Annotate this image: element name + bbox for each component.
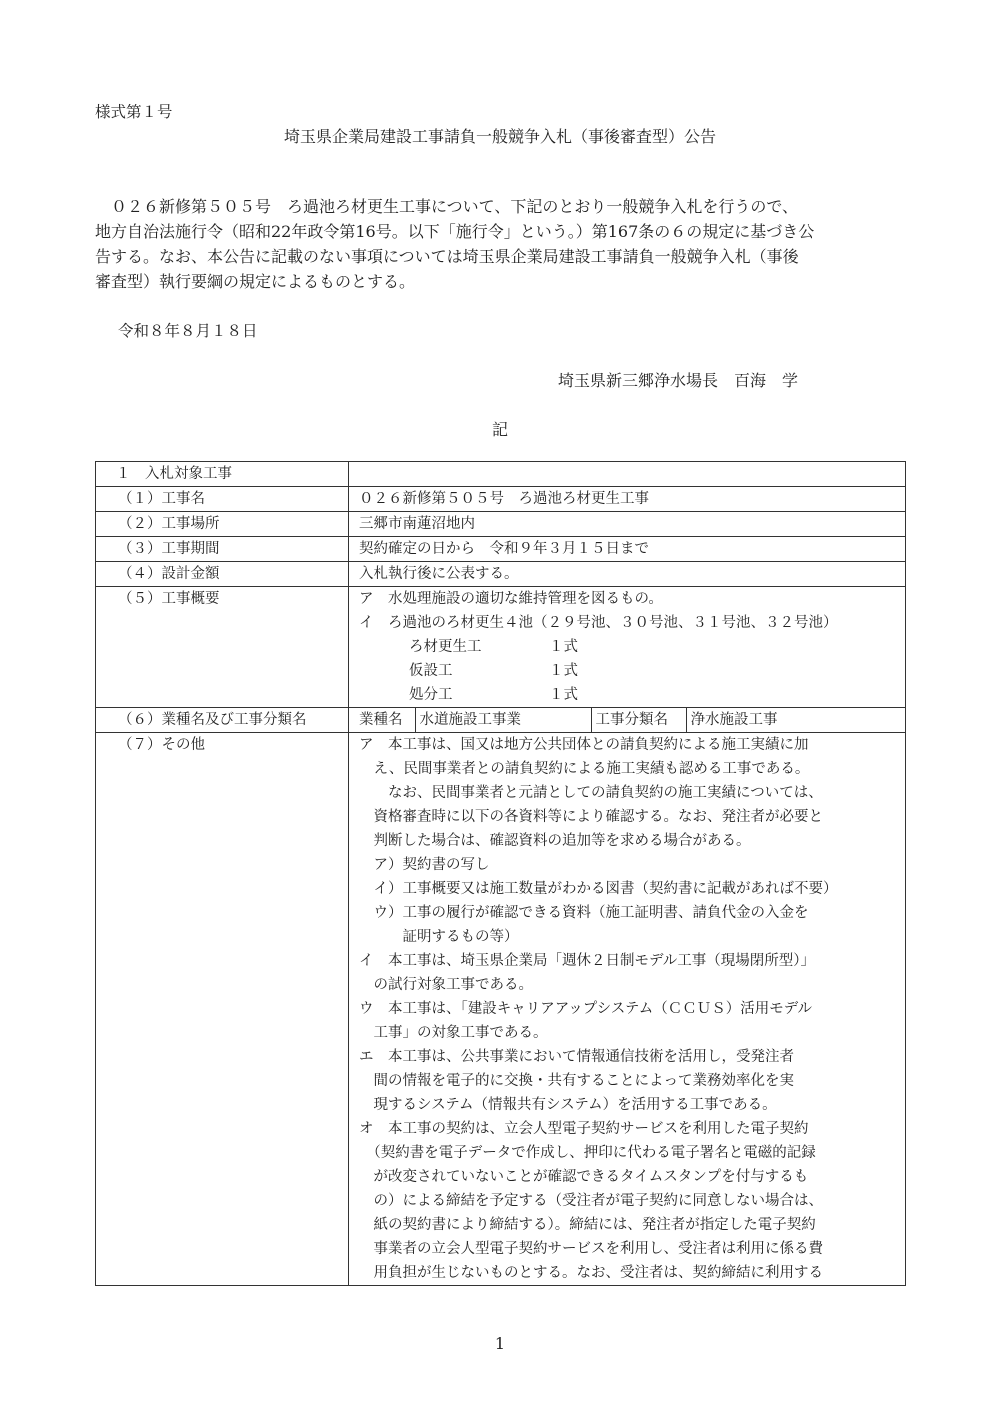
document-title: 埼玉県企業局建設工事請負一般競争入札（事後審査型）公告 [283,127,716,146]
overview-cell [349,587,906,708]
other-line: ウ 本工事は、「建設キャリアアップシステム（ＣＣＵＳ）活用モデル [359,1001,812,1017]
row-label: （６）業種名及び工事分類名 [96,708,349,733]
table-row [96,512,906,537]
other-line: 紙の契約書により締結する）。締結には、発注者が指定した電子契約 [359,1217,816,1233]
other-line: 資格審査時に以下の各資料等により確認する。なお、発注者が必要と [359,809,823,825]
row-value: ０２６新修第５０５号 ろ過池ろ材更生工事 [349,487,906,512]
category-cell [349,708,906,733]
row-value: 契約確定の日から 令和９年３月１５日まで [349,537,906,562]
other-line: 間の情報を電子的に交換・共有することによって業務効率化を実 [359,1073,794,1089]
other-line: エ 本工事は、公共事業において情報通信技術を活用し，受発注者 [359,1049,794,1065]
other-line: の）による締結を予定する（受注者が電子契約に同意しない場合は、 [359,1193,823,1209]
row-label: （５）工事概要 [96,587,349,708]
intro-line: 地方自治法施行令（昭和22年政令第16号。以下「施行令」という。）第167条の６の規定に基づき公 [95,222,815,241]
other-line: ア）契約書の写し [359,857,490,873]
row-label: （７）その他 [96,733,349,1286]
table-row [96,562,906,587]
other-cell [349,733,906,1286]
work-item-name: ろ材更生工 [409,639,482,655]
other-line: え、民間事業者との請負契約による施工実績も認める工事である。 [359,761,810,777]
table-row [96,708,906,733]
work-item [359,683,905,707]
other-line: なお、民間事業者と元請としての請負契約の施工実績については、 [359,785,823,801]
intro-line: ０２６新修第５０５号 ろ過池ろ材更生工事について、下記のとおり一般競争入札を行うので、 [95,197,799,216]
other-line: 用負担が生じないものとする。なお、受注者は、契約締結に利用する [359,1265,823,1281]
work-item [359,659,905,683]
work-item-qty: １式 [549,687,578,703]
class-value: 浄水施設工事 [690,712,778,728]
other-line: の試行対象工事である。 [359,977,533,993]
other-line: 証明するもの等） [359,929,519,945]
page-number: 1 [494,1334,506,1353]
category-label: 業種名 [349,708,415,732]
other-line: イ）工事概要又は施工数量がわかる図書（契約書に記載があれば不要） [359,881,838,897]
intro-line: 審査型）執行要綱の規定によるものとする。 [95,272,416,291]
other-line: 現するシステム（情報共有システム）を活用する工事である。 [359,1097,777,1113]
other-line: ア 本工事は、国又は地方公共団体との請負契約による施工実績に加 [359,737,809,753]
overview-line: ア 水処理施設の適切な維持管理を図るもの。 [359,591,663,607]
other-line: 事業者の立会人型電子契約サービスを利用し、受注者は利用に係る費 [359,1241,823,1257]
work-item-qty: １式 [549,663,578,679]
table-row [96,587,906,708]
work-item-qty: １式 [549,639,578,655]
other-line: ウ）工事の履行が確認できる資料（施工証明書、請負代金の入金を [359,905,809,921]
overview-line: イ ろ過池のろ材更生４池（２９号池、３０号池、３１号池、３２号池） [359,615,838,631]
row-label: （４）設計金額 [96,562,349,587]
category-value: 水道施設工事業 [415,708,591,732]
row-label: （３）工事期間 [96,537,349,562]
row-value: 入札執行後に公表する。 [349,562,906,587]
other-line: が改変されていないことが確認できるタイムスタンプを付与するも [359,1169,809,1185]
work-item-name: 仮設工 [409,663,453,679]
other-line: イ 本工事は、埼玉県企業局「週休２日制モデル工事（現場閉所型）」 [359,953,816,969]
table-row [96,537,906,562]
other-line: 判断した場合は、確認資料の追加等を求める場合がある。 [359,833,751,849]
table-row [96,733,906,1286]
other-line: 工事」の対象工事である。 [359,1025,548,1041]
ki-heading: 記 [491,420,508,439]
form-number: 様式第１号 [95,103,173,121]
intro-line: 告する。なお、本公告に記載のない事項については埼玉県企業局建設工事請負一般競争入札（事後 [95,247,799,266]
section-heading: １ 入札対象工事 [96,462,349,487]
row-label: （１）工事名 [96,487,349,512]
other-line: オ 本工事の契約は、立会人型電子契約サービスを利用した電子契約 [359,1121,809,1137]
class-label: 工事分類名 [591,708,686,732]
empty-cell [349,462,906,487]
row-value: 三郷市南蓮沼地内 [349,512,906,537]
work-item-name: 処分工 [409,687,453,703]
row-label: （２）工事場所 [96,512,349,537]
table-row [96,462,906,487]
category-subtable [349,708,905,732]
announcement-date: 令和８年８月１８日 [118,322,258,340]
other-line: （契約書を電子データで作成し、押印に代わる電子署名と電磁的記録 [359,1145,816,1161]
table-row [96,487,906,512]
work-item [359,635,905,659]
issuer-name: 埼玉県新三郷浄水場長 百海 学 [558,371,799,390]
bid-details-table [95,461,906,1286]
